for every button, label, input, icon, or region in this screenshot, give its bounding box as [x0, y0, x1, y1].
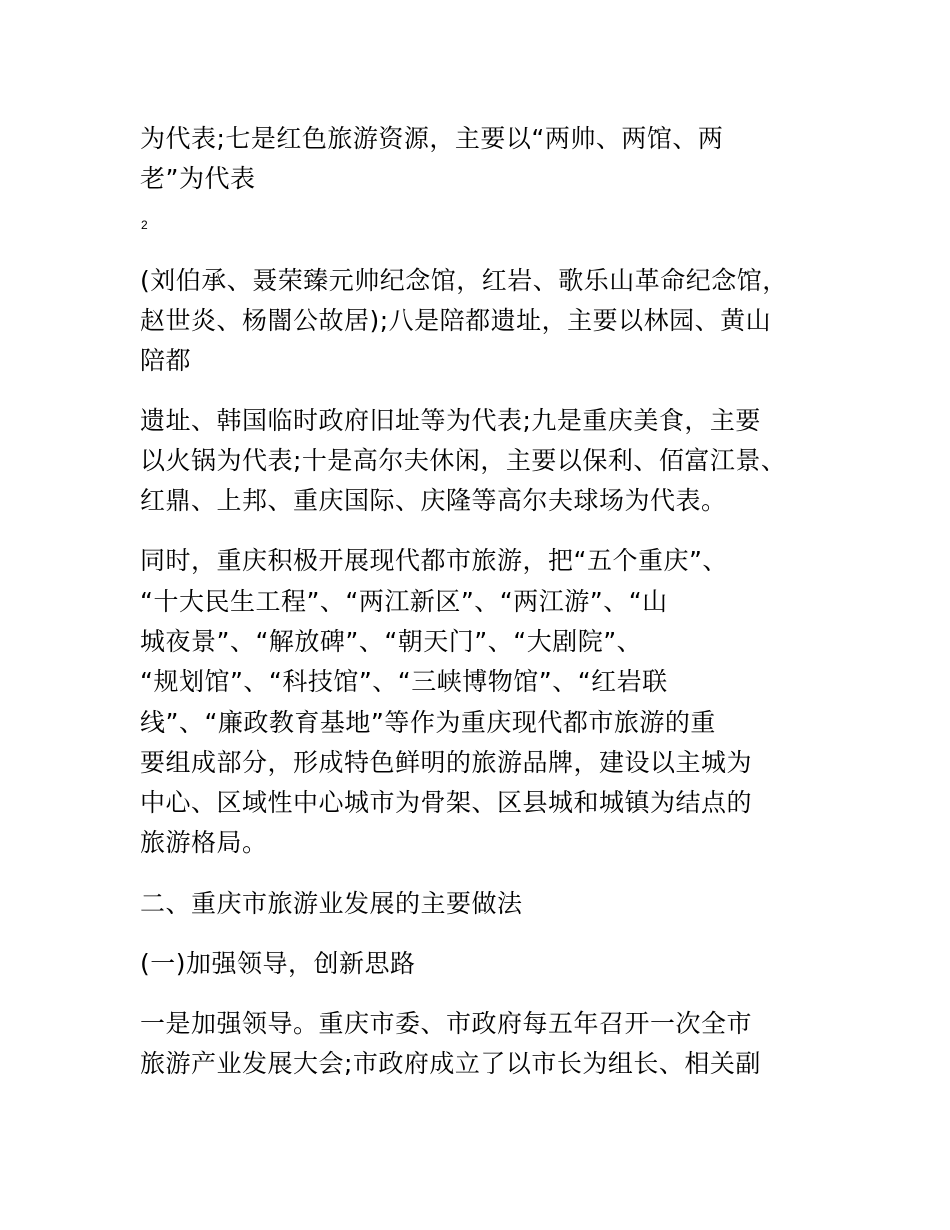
text-line: 旅游产业发展大会;市政府成立了以市长为组长、相关副 [140, 1049, 761, 1078]
text-line: 旅游格局。 [140, 828, 268, 857]
text-line: 赵世炎、杨闇公故居);八是陪都遗址，主要以林园、黄山 [140, 306, 772, 335]
text-line: 遗址、韩国临时政府旧址等为代表;九是重庆美食，主要 [140, 406, 761, 435]
text-line: 红鼎、上邦、重庆国际、庆隆等高尔夫球场为代表。 [140, 486, 727, 515]
text-line: “十大民生工程”、“两江新区”、“两江游”、“山 [140, 587, 668, 616]
text-line: “规划馆”、“科技馆”、“三峡博物馆”、“红岩联 [140, 667, 668, 696]
text-line: 一是加强领导。重庆市委、市政府每五年召开一次全市 [140, 1009, 753, 1038]
section-heading: 二、重庆市旅游业发展的主要做法 [140, 889, 523, 918]
text-line: 线”、“廉政教育基地”等作为重庆现代都市旅游的重 [140, 708, 716, 737]
text-line: (刘伯承、聂荣臻元帅纪念馆，红岩、歌乐山革命纪念馆， [140, 266, 788, 295]
text-line: 为代表;七是红色旅游资源，主要以“两帅、两馆、两 [140, 124, 724, 153]
text-line: 要组成部分，形成特色鲜明的旅游品牌，建设以主城为 [140, 748, 753, 777]
text-line: 同时，重庆积极开展现代都市旅游，把“五个重庆”、 [140, 546, 728, 575]
text-line: 以火锅为代表;十是高尔夫休闲，主要以保利、佰富江景、 [140, 446, 787, 475]
text-line: 中心、区域性中心城市为骨架、区县城和城镇为结点的 [140, 788, 753, 817]
subsection-heading: (一)加强领导，创新思路 [140, 949, 416, 978]
text-line: 陪都 [140, 346, 192, 375]
text-line: 城夜景”、“解放碑”、“朝天门”、“大剧院”、 [140, 627, 643, 656]
text-line: 老”为代表 [140, 164, 256, 193]
page-number: 2 [141, 218, 148, 232]
